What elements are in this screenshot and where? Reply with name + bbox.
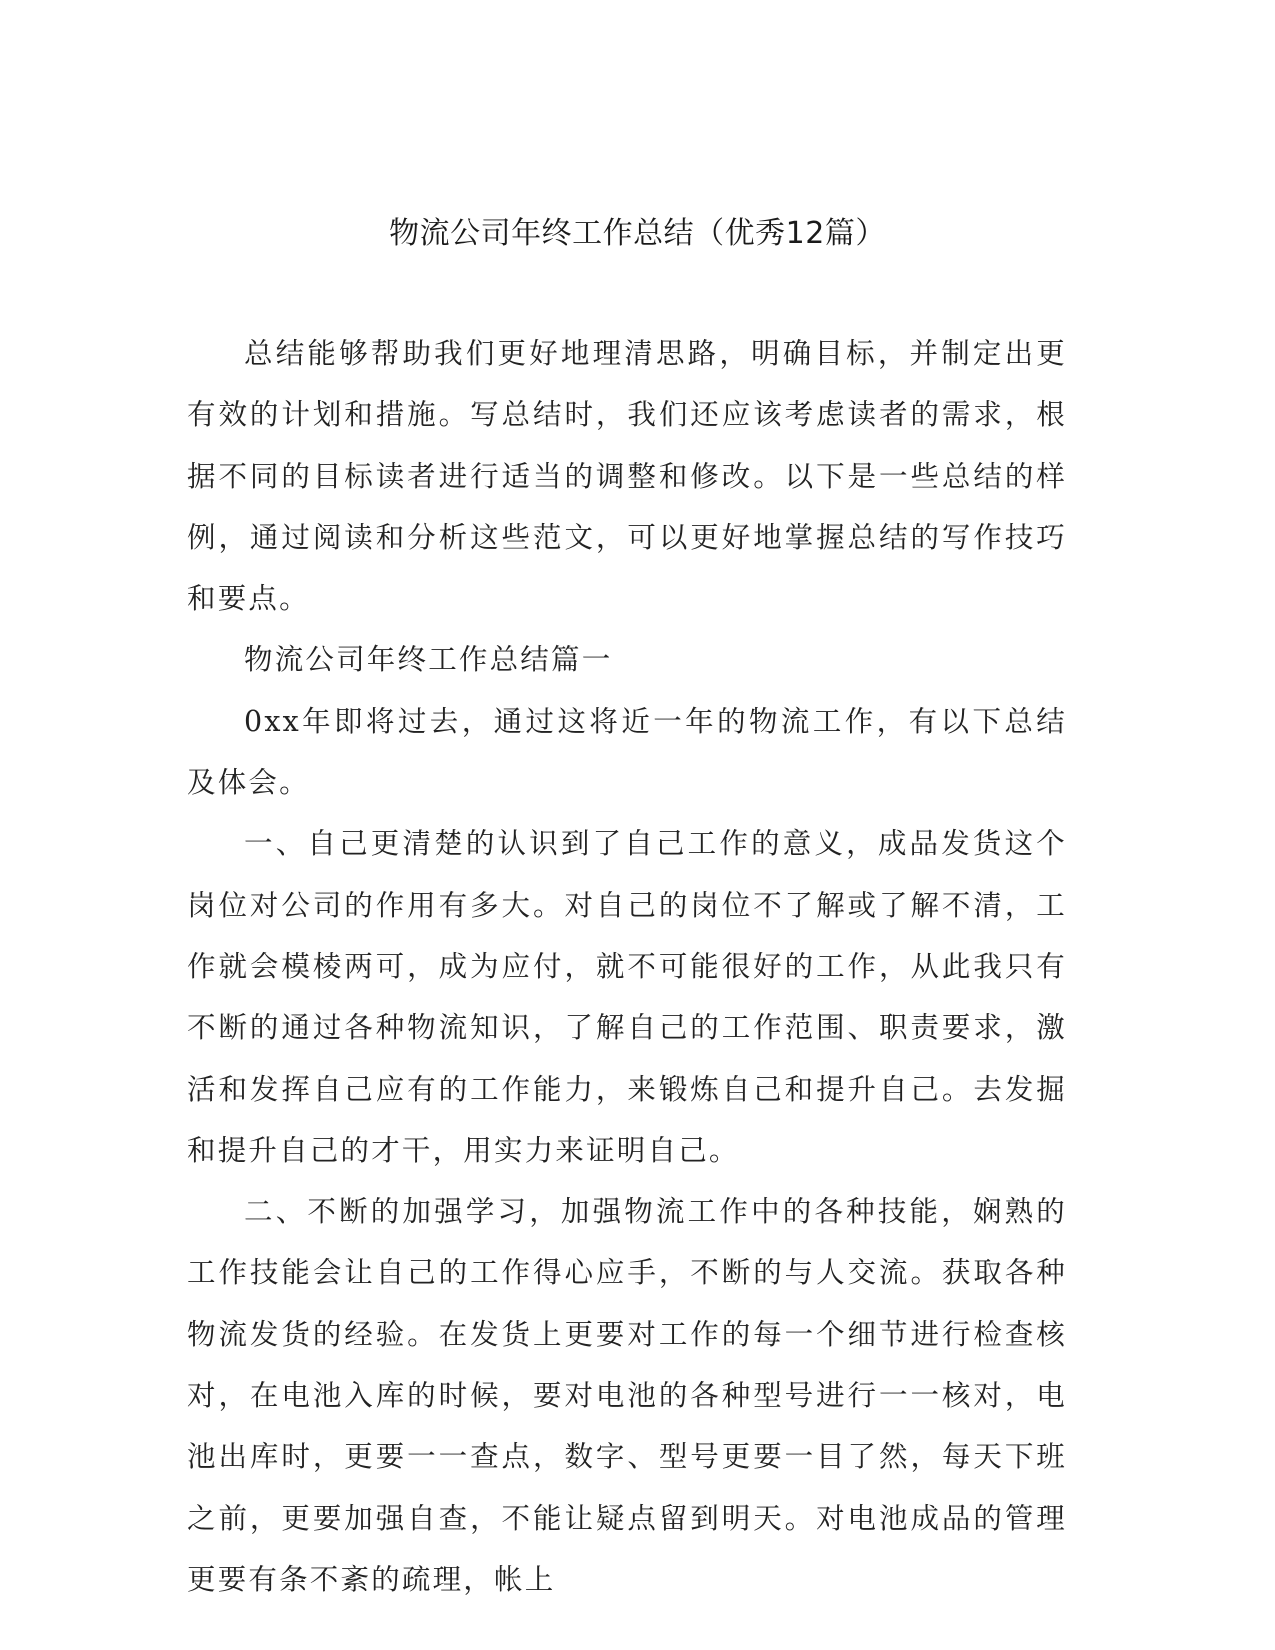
body-paragraph: 一、自己更清楚的认识到了自己工作的意义，成品发货这个岗位对公司的作用有多大。对自己的岗位不了解或了解不清，工作就会模棱两可，成为应付，就不可能很好的工作，从此我只有不断的通过各种物流知识，了解自己的工作范围、职责要求，激活和发挥自己应有的工作能力，来锻炼自己和提升自己。去发掘和提升自己的才干，用实力来证明自己。 [187, 827, 1067, 1167]
section-heading: 物流公司年终工作总结篇一 [244, 643, 613, 677]
body-paragraph: 二、不断的加强学习，加强物流工作中的各种技能，娴熟的工作技能会让自己的工作得心应手，不断的与人交流。获取各种物流发货的经验。在发货上更要对工作的每一个细节进行检查核对，在电池入库的时候，要对电池的各种型号进行一一核对，电池出库时，更要一一查点，数字、型号更要一目了然，每天下班之前，更要加强自查，不能让疑点留到明天。对电池成品的管理更要有条不紊的疏理，帐上 [187, 1195, 1067, 1596]
body-paragraph: 0xx年即将过去，通过这将近一年的物流工作，有以下总结及体会。 [187, 704, 1067, 800]
intro-paragraph: 总结能够帮助我们更好地理清思路，明确目标，并制定出更有效的计划和措施。写总结时，我们还应该考虑读者的需求，根据不同的目标读者进行适当的调整和修改。以下是一些总结的样例，通过阅读和分析这些范文，可以更好地掌握总结的写作技巧和要点。 [187, 337, 1067, 616]
document-body [187, 323, 1067, 1610]
document-title: 物流公司年终工作总结（优秀12篇） [389, 216, 886, 251]
